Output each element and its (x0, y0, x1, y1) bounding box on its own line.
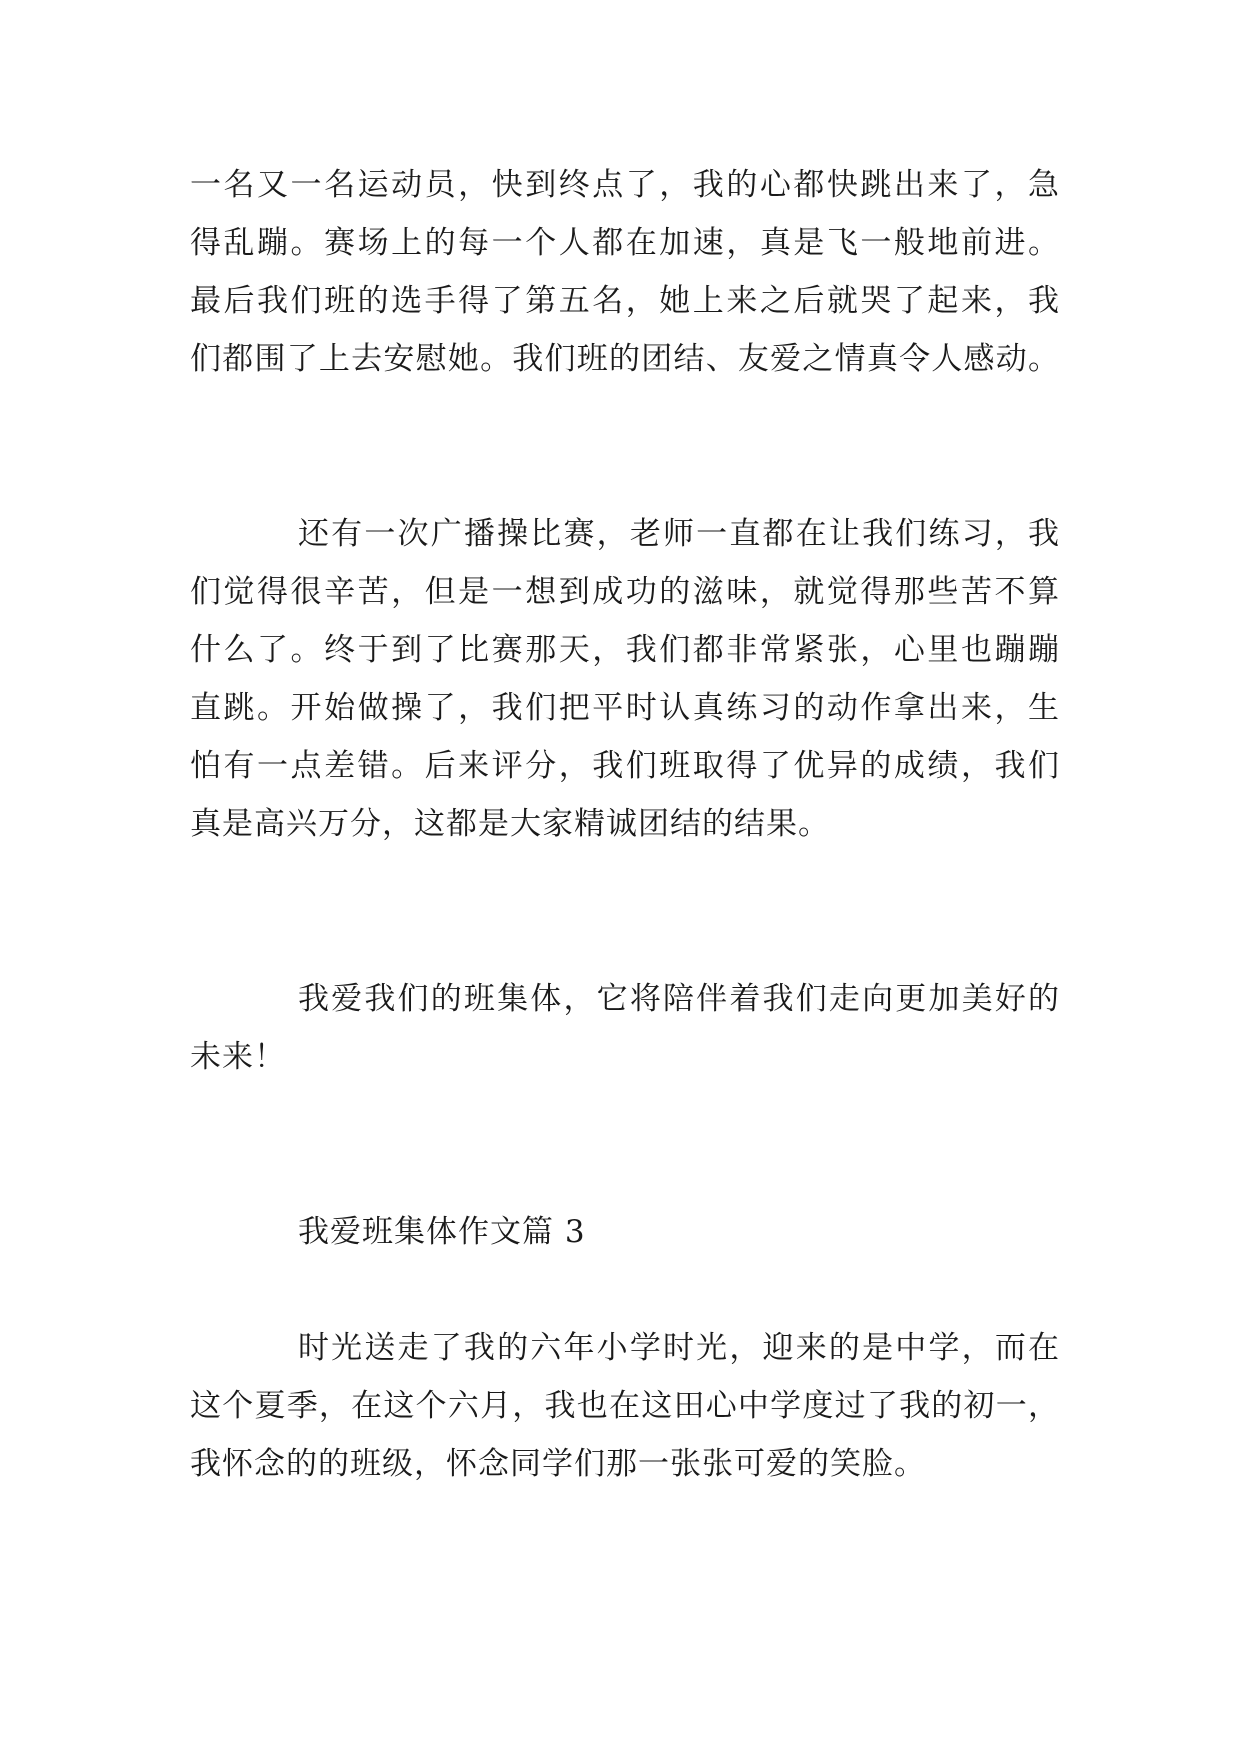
paragraph-line: 这个夏季，在这个六月，我也在这田心中学度过了我的初一， (190, 1388, 1060, 1424)
paragraph-line: 真是高兴万分，这都是大家精诚团结的结果。 (190, 806, 830, 842)
paragraph-line: 我爱我们的班集体，它将陪伴着我们走向更加美好的 (298, 981, 1060, 1017)
paragraph-line: 一名又一名运动员，快到终点了，我的心都快跳出来了，急 (190, 167, 1060, 203)
paragraph-line: 什么了。终于到了比赛那天，我们都非常紧张，心里也蹦蹦 (190, 632, 1060, 668)
paragraph-line: 未来！ (190, 1039, 286, 1075)
paragraph-line: 直跳。开始做操了，我们把平时认真练习的动作拿出来，生 (190, 690, 1060, 726)
paragraph-line: 们觉得很辛苦，但是一想到成功的滋味，就觉得那些苦不算 (190, 574, 1060, 610)
paragraph-line: 我怀念的的班级，怀念同学们那一张张可爱的笑脸。 (190, 1446, 926, 1482)
paragraph-line: 们都围了上去安慰她。我们班的团结、友爱之情真令人感动。 (190, 341, 1060, 377)
paragraph-line: 得乱蹦。赛场上的每一个人都在加速，真是飞一般地前进。 (190, 225, 1060, 261)
section-heading: 我爱班集体作文篇 3 (298, 1214, 586, 1250)
paragraph-line: 怕有一点差错。后来评分，我们班取得了优异的成绩，我们 (190, 748, 1060, 784)
paragraph-line: 还有一次广播操比赛，老师一直都在让我们练习，我 (298, 516, 1060, 552)
paragraph-line: 时光送走了我的六年小学时光，迎来的是中学，而在 (298, 1330, 1060, 1366)
paragraph-line: 最后我们班的选手得了第五名，她上来之后就哭了起来，我 (190, 283, 1060, 319)
